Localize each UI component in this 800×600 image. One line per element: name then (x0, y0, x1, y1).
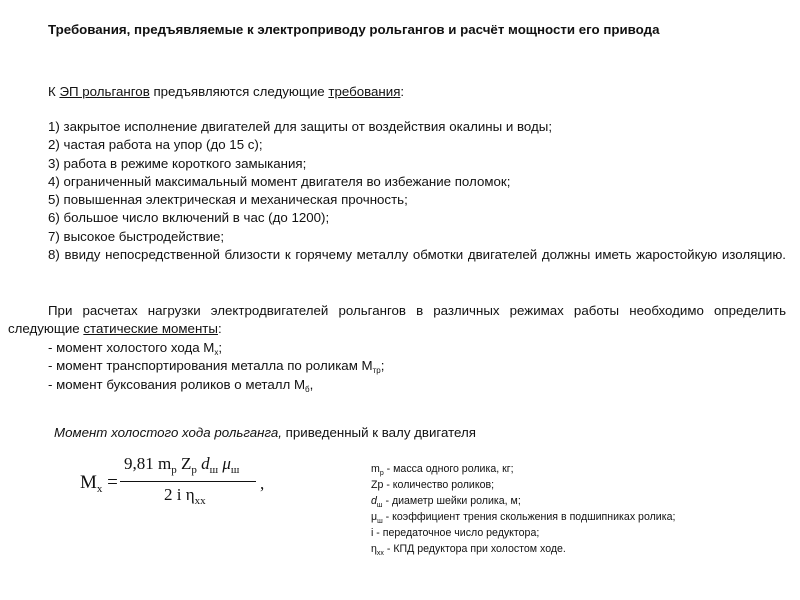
page-title: Требования, предъявляемые к электроприводу рольгангов и расчёт мощности его привода (48, 22, 660, 37)
requirement-item: 1) закрытое исполнение двигателей для защиты от воздействия окалины и воды; (48, 119, 553, 134)
legend-item: $d_ш$ - диаметр шейки ролика, м; (371, 495, 521, 509)
intro-text: К (48, 84, 60, 99)
idle-moment-heading-italic: Момент холостого хода рольганга, (54, 425, 282, 440)
moment-item: - момент буксования роликов о металл $М_б$, (48, 376, 314, 394)
formula-numerator: 9,81 $m_р$ $Z_р$ $d_ш$ $\mu_ш$ (124, 454, 240, 476)
moment-item: - момент холостого хода $М_х$; (48, 340, 223, 357)
formula-comma: , (260, 474, 265, 493)
legend-item: $m_р$ - масса одного ролика, кг; (371, 463, 514, 477)
legend-item: $\mu_ш$ - коэффициент трения скольжения в подшипниках ролика; (371, 511, 676, 525)
moments-list (8, 339, 786, 394)
requirement-item: 7) высокое быстродействие; (48, 228, 225, 244)
formula-denominator: 2 i $\eta_{хх}$ (164, 485, 206, 507)
calc-intro-text: При расчетах нагрузки электродвигателей рольгангов в различных режимах работы необходимо определить следующие (8, 303, 786, 337)
requirements-intro (8, 83, 786, 101)
formula-legend (371, 461, 675, 557)
requirement-item: 6) большое число включений в час (до 1200); (48, 210, 330, 226)
idle-moment-heading (54, 425, 476, 440)
intro-text-middle: предъявляются следующие (149, 84, 329, 99)
requirements-link[interactable]: требования (328, 84, 401, 99)
static-moments-link[interactable]: статические моменты (83, 321, 218, 337)
calculation-intro (8, 302, 786, 339)
requirement-item: 8) ввиду непосредственной близости к горячему металлу обмотки двигателей должны иметь жаростойкую изоляцию. (48, 247, 786, 263)
idle-moment-formula (80, 452, 300, 522)
ep-roller-link[interactable]: ЭП рольгангов (59, 84, 150, 99)
legend-item: i - передаточное число редуктора; (371, 527, 540, 539)
requirements-list (8, 118, 786, 264)
intro-text-colon: : (400, 84, 405, 99)
requirement-item: 4) ограниченный максимальный момент двигателя во избежание поломок; (48, 173, 511, 189)
calc-intro-colon: : (217, 321, 222, 337)
formula-lhs: $M_x$ = (80, 472, 118, 495)
formula-fraction-bar (120, 481, 256, 482)
legend-item: $\eta_{хх}$ - КПД редуктора при холостом ходе. (371, 543, 566, 557)
requirement-item: 5) повышенная электрическая и механическая прочность; (48, 192, 408, 208)
idle-moment-heading-rest: приведенный к валу двигателя (281, 425, 476, 440)
legend-item: Zр - количество роликов; (371, 479, 495, 491)
requirement-item: 2) частая работа на упор (до 15 с); (48, 137, 263, 153)
requirement-item: 3) работа в режиме короткого замыкания; (48, 155, 307, 171)
moment-item: - момент транспортирования металла по роликам $М_{тр}$; (48, 358, 385, 376)
